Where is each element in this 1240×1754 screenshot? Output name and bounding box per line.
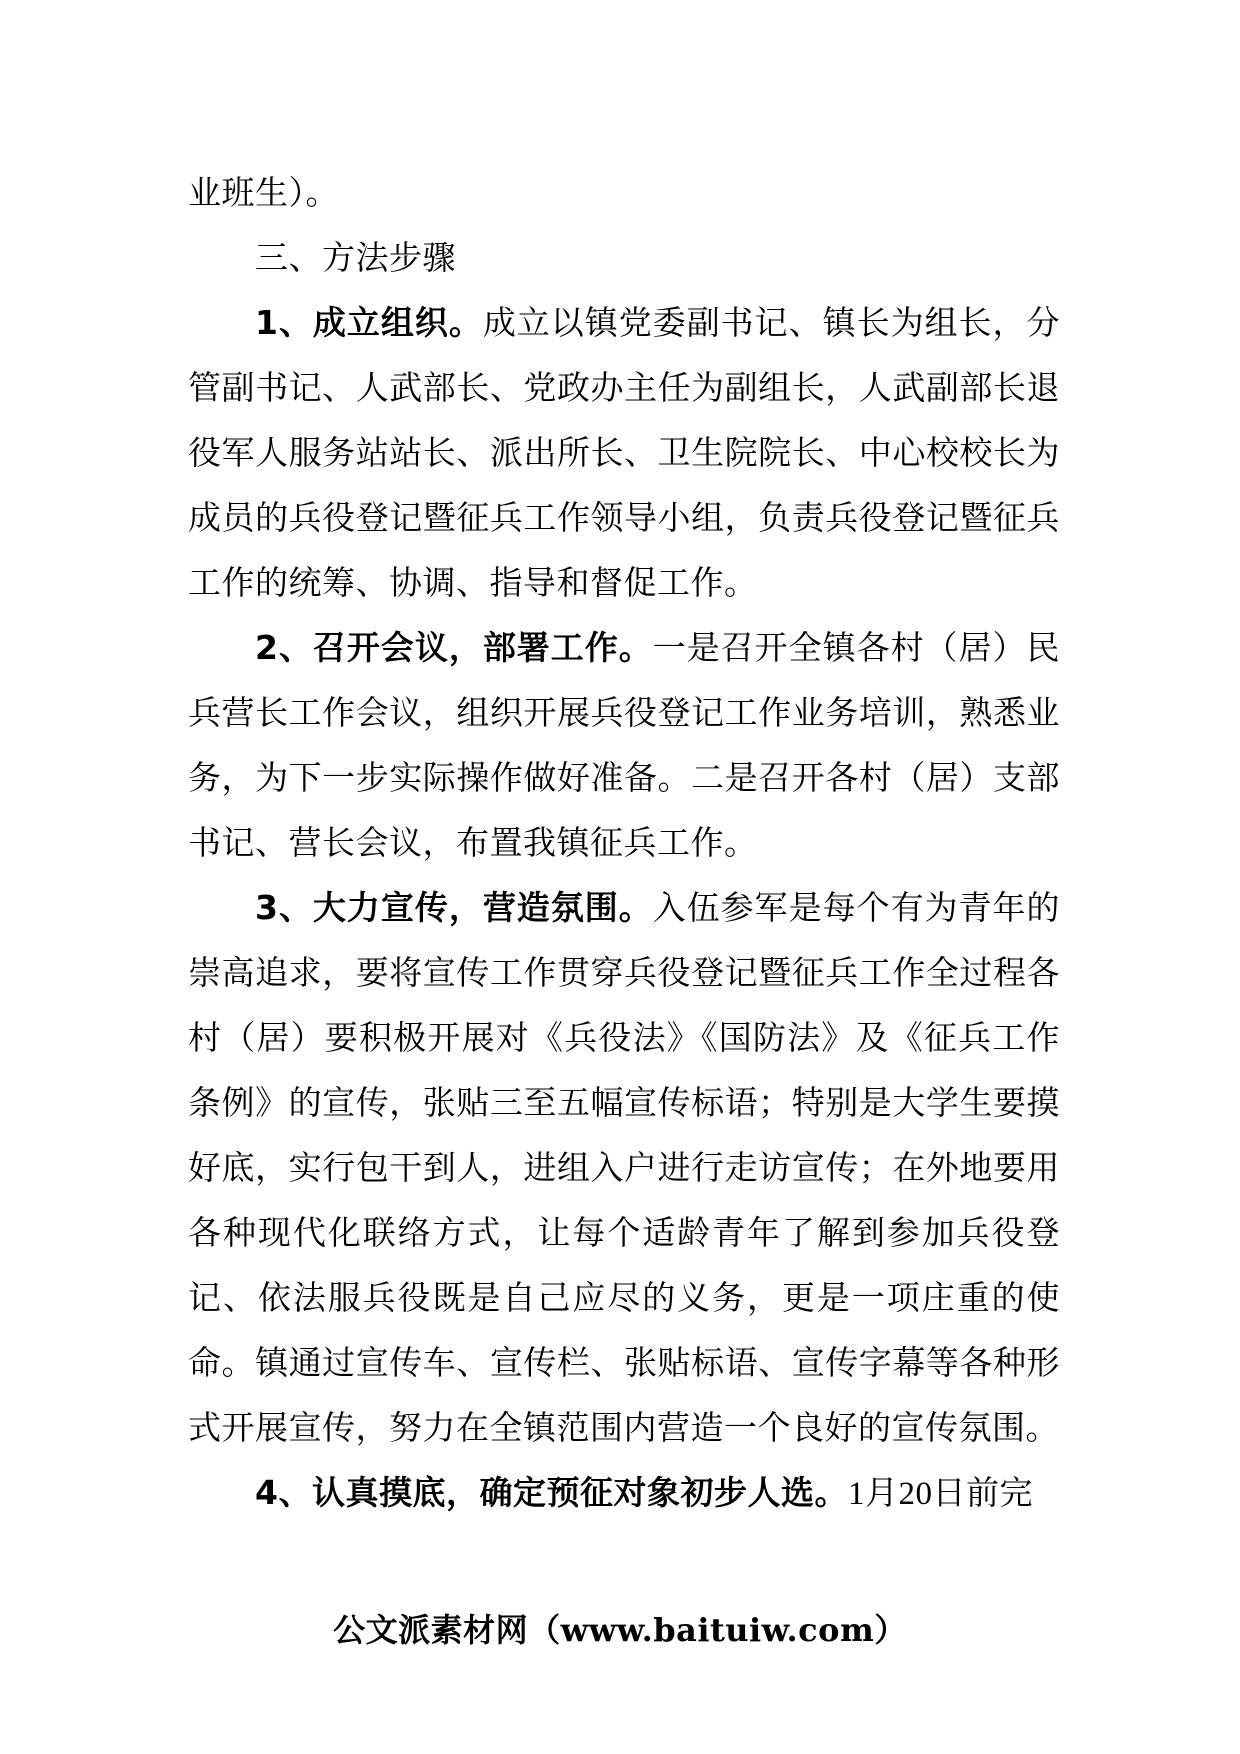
paragraph-text: 1月20日前完 bbox=[847, 1476, 1033, 1512]
page-footer bbox=[0, 1605, 1240, 1651]
paragraph-heading: 3、大力宣传，营造氛围。 bbox=[255, 888, 653, 927]
paragraph-heading: 4、认真摸底，确定预征对象初步人选。 bbox=[255, 1473, 848, 1512]
paragraph-heading: 2、召开会议，部署工作。 bbox=[255, 628, 653, 667]
paragraph-text: 入伍参军是每个有为青年的崇高追求，要将宣传工作贯穿兵役登记暨征兵工作全过程各村（居）要积极开展对《兵役法》《国防法》及《征兵工作条例》的宣传，张贴三至五幅宣传标语；特别是大学生要摸好底，实行包干到人，进组入户进行走访宣传；在外地要用各种现代化联络方式，让每个适龄青年了解到参加兵役登记、依法服兵役既是自己应尽的义务，更是一项庄重的使命。镇通过宣传车、宣传栏、张贴标语、宣传字幕等各种形式开展宣传，努力在全镇范围内营造一个良好的宣传氛围。 bbox=[188, 888, 1060, 1447]
document-body bbox=[188, 160, 1060, 1527]
paragraph-text: 业班生）。 bbox=[188, 173, 339, 212]
paragraph-survey bbox=[188, 1460, 1060, 1527]
paragraph-publicity bbox=[188, 875, 1060, 1460]
paragraph-continuation bbox=[188, 160, 1060, 225]
paragraph-heading: 1、成立组织。 bbox=[255, 303, 483, 342]
paragraph-hold-meetings bbox=[188, 615, 1060, 875]
section-heading-text: 三、方法步骤 bbox=[255, 238, 456, 277]
section-heading bbox=[188, 225, 1060, 290]
paragraph-establish-organization bbox=[188, 290, 1060, 615]
paragraph-text: 一是召开全镇各村（居）民兵营长工作会议，组织开展兵役登记工作业务培训，熟悉业务，为下一步实际操作做好准备。二是召开各村（居）支部书记、营长会议，布置我镇征兵工作。 bbox=[188, 628, 1060, 862]
paragraph-text: 成立以镇党委副书记、镇长为组长，分管副书记、人武部长、党政办主任为副组长，人武副部长退役军人服务站站长、派出所长、卫生院院长、中心校校长为成员的兵役登记暨征兵工作领导小组，负责兵役登记暨征兵工作的统筹、协调、指导和督促工作。 bbox=[188, 303, 1061, 602]
footer-watermark-text: 公文派素材网（www.baituiw.com） bbox=[333, 1611, 907, 1649]
